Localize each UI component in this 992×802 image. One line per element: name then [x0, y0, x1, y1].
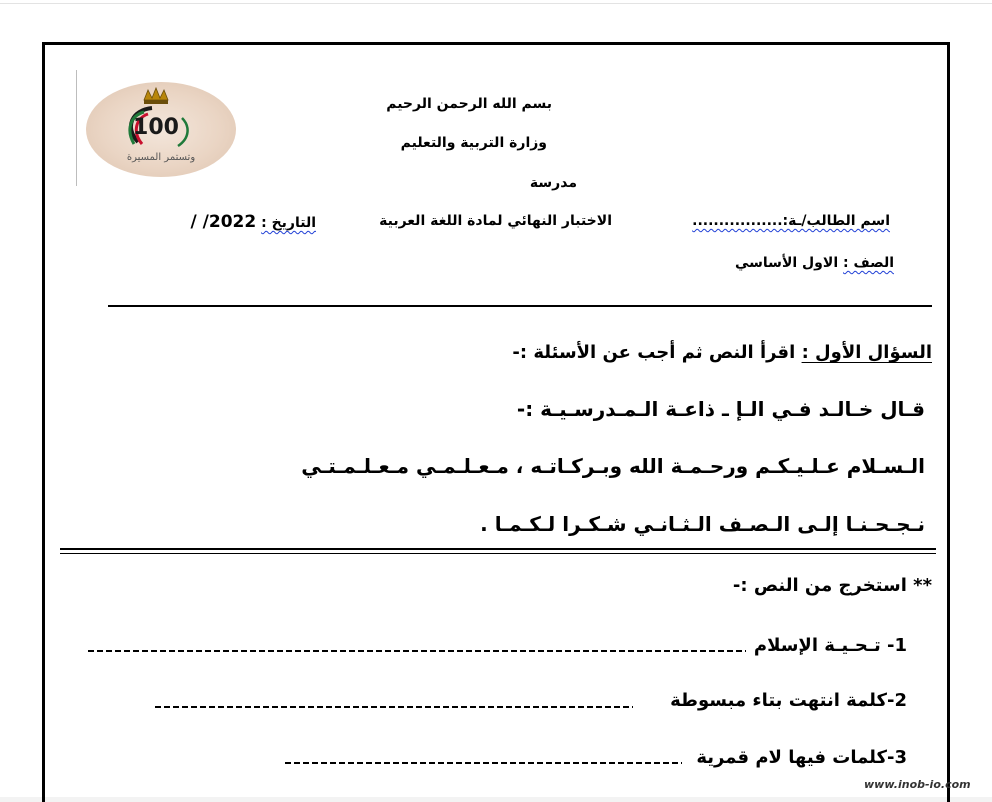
question-one-label: السؤال الأول : [801, 342, 932, 363]
page-border-right [947, 42, 950, 802]
grade-field [735, 255, 894, 271]
school-label: مدرسة [529, 175, 577, 191]
basmala-heading: بسم الله الرحمن الرحيم [386, 96, 552, 112]
centennial-logo [86, 82, 236, 177]
answer-line-1 [88, 650, 746, 652]
extract-item-3: 3-كلمات فيها لام قمرية [696, 747, 907, 768]
passage-divider-thin [60, 553, 936, 554]
date-field [191, 212, 316, 232]
extract-item-1: 1- تـحـيـة الإسلام [753, 635, 907, 656]
extract-title: ** استخرج من النص :- [732, 575, 932, 596]
question-one-instruction: اقرأ النص ثم أجب عن الأسئلة :- [512, 342, 796, 363]
grade-label: الصف : [843, 255, 894, 271]
header-divider [108, 305, 932, 307]
exam-title: الاختبار النهائي لمادة اللغة العربية [379, 213, 612, 229]
answer-line-2 [155, 706, 633, 708]
ministry-heading: وزارة التربية والتعليم [400, 135, 547, 151]
svg-text:وتستمر المسيرة: وتستمر المسيرة [126, 152, 196, 163]
date-label: التاريخ : [261, 215, 316, 231]
passage-line-1: قـال خـالـد فـي الـإ ـ ذاعـة الـمـدرسـيـة :- [516, 397, 925, 421]
student-name-text: اسم الطالب/ـة:................. [692, 213, 890, 229]
passage-line-2: الـسـلام عـلـيـكـم ورحـمـة الله وبـركـاتـه ، مـعـلـمـي مـعـلـمـتـي [301, 454, 925, 478]
page-border-left [42, 42, 45, 802]
grade-value: الاول الأساسي [734, 255, 839, 271]
passage-line-3: نـجـحـنـا إلـى الـصـف الـثـانـي شـكـرا لـكـمـا . [480, 512, 925, 536]
extract-item-2: 2-كلمة انتهت بتاء مبسوطة [670, 690, 907, 711]
date-value: 2022/ / [190, 212, 257, 232]
site-watermark: www.inob-io.com [864, 778, 971, 791]
student-name-field [692, 213, 890, 229]
svg-text:100: 100 [133, 115, 179, 140]
page-top-edge [0, 3, 992, 4]
question-one [512, 342, 932, 363]
answer-line-3 [285, 762, 682, 764]
page-border-top [42, 42, 950, 45]
crown-emblem-icon [86, 82, 236, 177]
passage-divider-thick [60, 548, 936, 550]
margin-guide-line [76, 70, 77, 186]
